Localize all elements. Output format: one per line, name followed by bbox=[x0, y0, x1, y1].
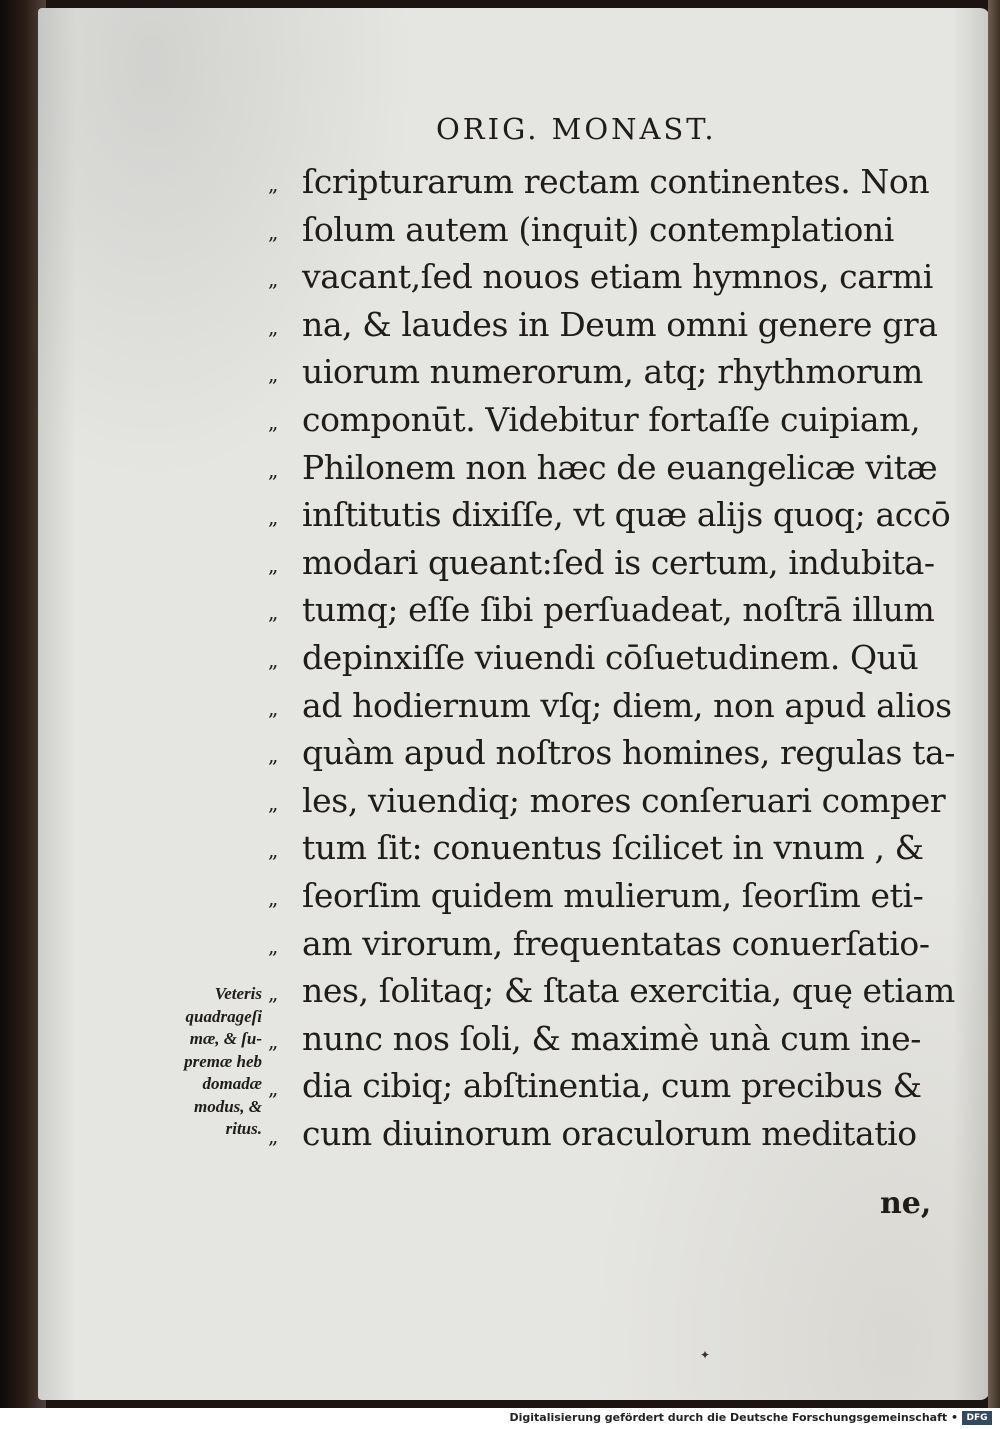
line-text: dia cibiq; abſtinentia, cum precibus & bbox=[302, 1066, 922, 1106]
text-line bbox=[268, 1015, 958, 1063]
line-text: componūt. Videbitur fortaſſe cuipiam, bbox=[302, 399, 921, 439]
text-line bbox=[268, 920, 958, 968]
marginal-note-line: ritus. bbox=[225, 1119, 262, 1138]
text-line bbox=[268, 634, 958, 682]
running-head: ORIG. MONAST. bbox=[436, 112, 717, 146]
line-text: ad hodiernum vſq; diem, non apud alios bbox=[302, 685, 952, 725]
quote-mark: „ bbox=[268, 790, 279, 815]
line-text: am virorum, frequentatas conuerſatio- bbox=[302, 923, 930, 963]
text-line bbox=[268, 586, 958, 634]
text-line bbox=[268, 682, 958, 730]
page-right-edge bbox=[988, 0, 1000, 1408]
body-text bbox=[268, 158, 958, 1157]
text-line bbox=[268, 491, 958, 539]
quote-mark: „ bbox=[268, 600, 279, 625]
text-line bbox=[268, 253, 958, 301]
marginal-note bbox=[142, 983, 262, 1141]
quote-mark: „ bbox=[268, 314, 279, 339]
line-text: modari queant:ſed is certum, indubita- bbox=[302, 542, 935, 582]
text-line bbox=[268, 967, 958, 1015]
quote-mark: „ bbox=[268, 695, 279, 720]
text-line bbox=[268, 396, 958, 444]
quote-mark: „ bbox=[268, 457, 279, 482]
quote-mark: „ bbox=[268, 409, 279, 434]
line-text: na, & laudes in Deum omni genere gra bbox=[302, 304, 938, 344]
quote-mark: „ bbox=[268, 933, 279, 958]
line-text: nes, ſolitaq; & ſtata exercitia, quę etiam bbox=[302, 971, 955, 1011]
quote-mark: „ bbox=[268, 1123, 279, 1148]
marginal-note-line: modus, & bbox=[193, 1096, 262, 1116]
line-text: ſcripturarum rectam continentes. Non bbox=[302, 162, 930, 201]
marginal-note-line: quadrageſi bbox=[185, 1006, 262, 1026]
text-line bbox=[268, 824, 958, 872]
quote-mark: „ bbox=[268, 885, 279, 910]
text-line bbox=[268, 158, 958, 206]
line-text: tumq; eſſe ſibi perſuadeat, noſtrā illum bbox=[302, 590, 935, 630]
line-text: vacant,ſed nouos etiam hymnos, carmi bbox=[302, 257, 933, 297]
catchword: ne, bbox=[880, 1186, 932, 1221]
digitization-credit: Digitalisierung gefördert durch die Deutsche Forschungsgemeinschaft • bbox=[509, 1411, 958, 1424]
quote-mark: „ bbox=[268, 172, 279, 196]
quote-mark: „ bbox=[268, 743, 279, 768]
line-text: inſtitutis dixiſſe, vt quæ alijs quoq; accō bbox=[302, 495, 951, 535]
line-text: nunc nos ſoli, & maximè unà cum ine- bbox=[302, 1018, 922, 1058]
text-line bbox=[268, 301, 958, 349]
text-line bbox=[268, 1110, 958, 1158]
text-line bbox=[268, 539, 958, 587]
text-line bbox=[268, 729, 958, 777]
line-text: ſeorſim quidem mulierum, ſeorſim eti- bbox=[302, 875, 924, 915]
marginal-note-line: domadæ bbox=[202, 1074, 262, 1093]
quote-mark: „ bbox=[268, 505, 279, 530]
line-text: uiorum numerorum, atq; rhythmorum bbox=[302, 352, 923, 392]
quote-mark: „ bbox=[268, 362, 279, 387]
quote-mark: „ bbox=[268, 1076, 279, 1101]
text-line bbox=[268, 872, 958, 920]
line-text: ſolum autem (inquit) contemplationi bbox=[302, 209, 894, 249]
text-line bbox=[268, 777, 958, 825]
line-text: depinxiſſe viuendi cōſuetudinem. Quū bbox=[302, 637, 919, 677]
marginal-note-line: Veteris bbox=[214, 984, 262, 1003]
dfg-logo: DFG bbox=[962, 1411, 992, 1425]
line-text: quàm apud noſtros homines, regulas ta- bbox=[302, 733, 956, 773]
quote-mark: „ bbox=[268, 1028, 279, 1053]
line-text: tum ſit: conuentus ſcilicet in vnum , & bbox=[302, 828, 924, 868]
quote-mark: „ bbox=[268, 219, 279, 244]
line-text: Philonem non hæc de euangelicæ vitæ bbox=[302, 447, 938, 487]
text-line bbox=[268, 444, 958, 492]
quote-mark: „ bbox=[268, 838, 279, 863]
quote-mark: „ bbox=[268, 552, 279, 577]
text-line bbox=[268, 1062, 958, 1110]
quote-mark: „ bbox=[268, 267, 279, 292]
marginal-note-line: premæ heb bbox=[184, 1051, 262, 1071]
marginal-note-line: mæ, & ſu- bbox=[189, 1029, 262, 1048]
page-ornament-icon: ✦ bbox=[700, 1348, 711, 1362]
quote-mark: „ bbox=[268, 981, 279, 1006]
line-text: cum diuinorum oraculorum meditatio bbox=[302, 1113, 917, 1153]
text-line bbox=[268, 206, 958, 254]
line-text: les, viuendiq; mores conſeruari comper bbox=[302, 780, 946, 820]
quote-mark: „ bbox=[268, 647, 279, 672]
footer-bar bbox=[0, 1408, 1000, 1429]
text-line bbox=[268, 348, 958, 396]
